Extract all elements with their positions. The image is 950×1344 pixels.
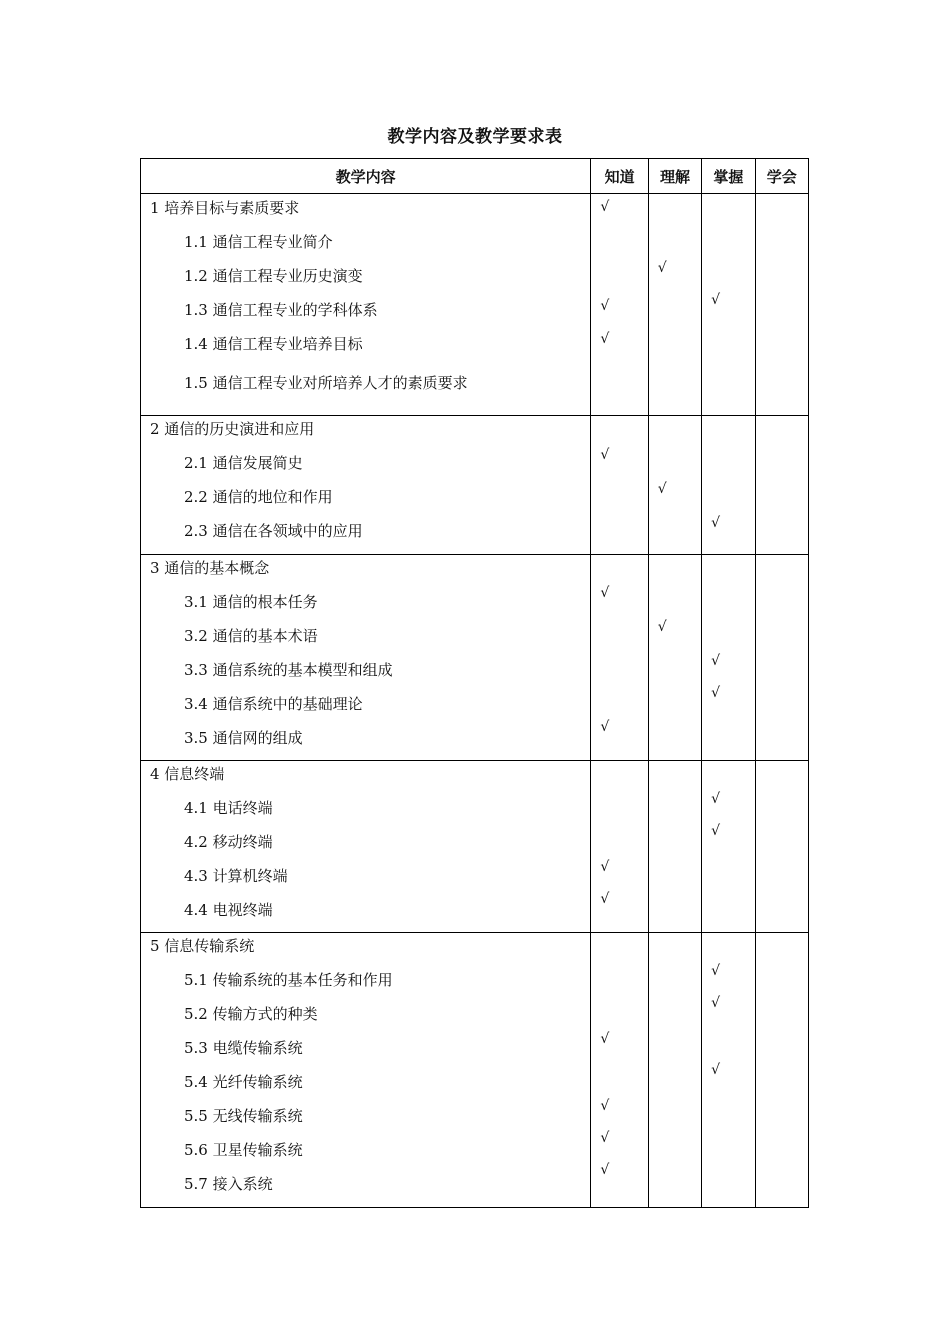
section-2-content <box>141 416 591 555</box>
item-3-3: 3.3 通信系统的基本模型和组成 <box>184 661 393 679</box>
section-5-learn <box>755 933 808 1208</box>
section-4-know <box>591 761 648 933</box>
check-mark: √ <box>657 619 667 635</box>
section-3-content <box>141 555 591 761</box>
check-mark: √ <box>657 481 667 497</box>
section-5-know <box>591 933 648 1208</box>
item-1-2: 1.2 通信工程专业历史演变 <box>184 267 363 285</box>
item-3-5: 3.5 通信网的组成 <box>184 729 303 747</box>
check-mark: √ <box>711 685 721 701</box>
header-learn: 学会 <box>755 159 808 194</box>
header-know: 知道 <box>591 159 648 194</box>
item-5-7: 5.7 接入系统 <box>184 1175 273 1193</box>
item-5-5: 5.5 无线传输系统 <box>184 1107 303 1125</box>
header-content: 教学内容 <box>141 159 591 194</box>
section-4-title: 4 信息终端 <box>150 765 225 783</box>
item-5-3: 5.3 电缆传输系统 <box>184 1039 303 1057</box>
item-1-5: 1.5 通信工程专业对所培养人才的素质要求 <box>184 374 468 392</box>
table-row-section-3 <box>141 555 809 761</box>
section-3-understand <box>648 555 701 761</box>
section-3-know <box>591 555 648 761</box>
item-5-4: 5.4 光纤传输系统 <box>184 1073 303 1091</box>
section-3-learn <box>755 555 808 761</box>
section-1-master <box>702 194 755 416</box>
check-mark: √ <box>711 653 721 669</box>
check-mark: √ <box>711 1062 721 1078</box>
section-4-learn <box>755 761 808 933</box>
section-2-learn <box>755 416 808 555</box>
item-4-4: 4.4 电视终端 <box>184 901 273 919</box>
check-mark: √ <box>600 1031 610 1047</box>
item-5-1: 5.1 传输系统的基本任务和作用 <box>184 971 393 989</box>
item-3-4: 3.4 通信系统中的基础理论 <box>184 695 363 713</box>
item-5-2: 5.2 传输方式的种类 <box>184 1005 318 1023</box>
check-mark: √ <box>600 891 610 907</box>
item-1-4: 1.4 通信工程专业培养目标 <box>184 335 363 353</box>
check-mark: √ <box>711 995 721 1011</box>
check-mark: √ <box>711 292 721 308</box>
item-2-3: 2.3 通信在各领域中的应用 <box>184 522 363 540</box>
item-4-3: 4.3 计算机终端 <box>184 867 288 885</box>
check-mark: √ <box>600 719 610 735</box>
section-2-title: 2 通信的历史演进和应用 <box>150 420 315 438</box>
section-2-understand <box>648 416 701 555</box>
check-mark: √ <box>600 331 610 347</box>
check-mark: √ <box>600 1098 610 1114</box>
header-master: 掌握 <box>702 159 755 194</box>
section-1-know <box>591 194 648 416</box>
check-mark: √ <box>600 1162 610 1178</box>
check-mark: √ <box>600 1130 610 1146</box>
section-2-master <box>702 416 755 555</box>
section-1-title: 1 培养目标与素质要求 <box>150 199 300 217</box>
section-1-understand <box>648 194 701 416</box>
table-title: 教学内容及教学要求表 <box>387 127 563 147</box>
item-1-3: 1.3 通信工程专业的学科体系 <box>184 301 378 319</box>
check-mark: √ <box>711 823 721 839</box>
item-5-6: 5.6 卫星传输系统 <box>184 1141 303 1159</box>
check-mark: √ <box>657 260 667 276</box>
check-mark: √ <box>711 791 721 807</box>
check-mark: √ <box>600 585 610 601</box>
item-1-1: 1.1 通信工程专业简介 <box>184 233 333 251</box>
item-2-1: 2.1 通信发展简史 <box>184 454 303 472</box>
section-3-title: 3 通信的基本概念 <box>150 559 270 577</box>
table-row-section-2 <box>141 416 809 555</box>
table-header-row <box>141 159 809 194</box>
section-1-learn <box>755 194 808 416</box>
section-5-understand <box>648 933 701 1208</box>
section-4-master <box>702 761 755 933</box>
check-mark: √ <box>600 859 610 875</box>
item-3-2: 3.2 通信的基本术语 <box>184 627 318 645</box>
header-understand: 理解 <box>648 159 701 194</box>
section-5-master <box>702 933 755 1208</box>
table-row-section-4 <box>141 761 809 933</box>
section-5-title: 5 信息传输系统 <box>150 937 255 955</box>
section-3-master <box>702 555 755 761</box>
table-row-section-5 <box>141 933 809 1208</box>
table-row-section-1 <box>141 194 809 416</box>
item-4-2: 4.2 移动终端 <box>184 833 273 851</box>
item-4-1: 4.1 电话终端 <box>184 799 273 817</box>
section-5-content <box>141 933 591 1208</box>
check-mark: √ <box>600 199 610 215</box>
teaching-requirements-table <box>140 158 809 1208</box>
check-mark: √ <box>600 298 610 314</box>
item-2-2: 2.2 通信的地位和作用 <box>184 488 333 506</box>
section-1-content <box>141 194 591 416</box>
check-mark: √ <box>711 515 721 531</box>
section-4-content <box>141 761 591 933</box>
check-mark: √ <box>600 447 610 463</box>
item-3-1: 3.1 通信的根本任务 <box>184 593 318 611</box>
section-2-know <box>591 416 648 555</box>
section-4-understand <box>648 761 701 933</box>
check-mark: √ <box>711 963 721 979</box>
